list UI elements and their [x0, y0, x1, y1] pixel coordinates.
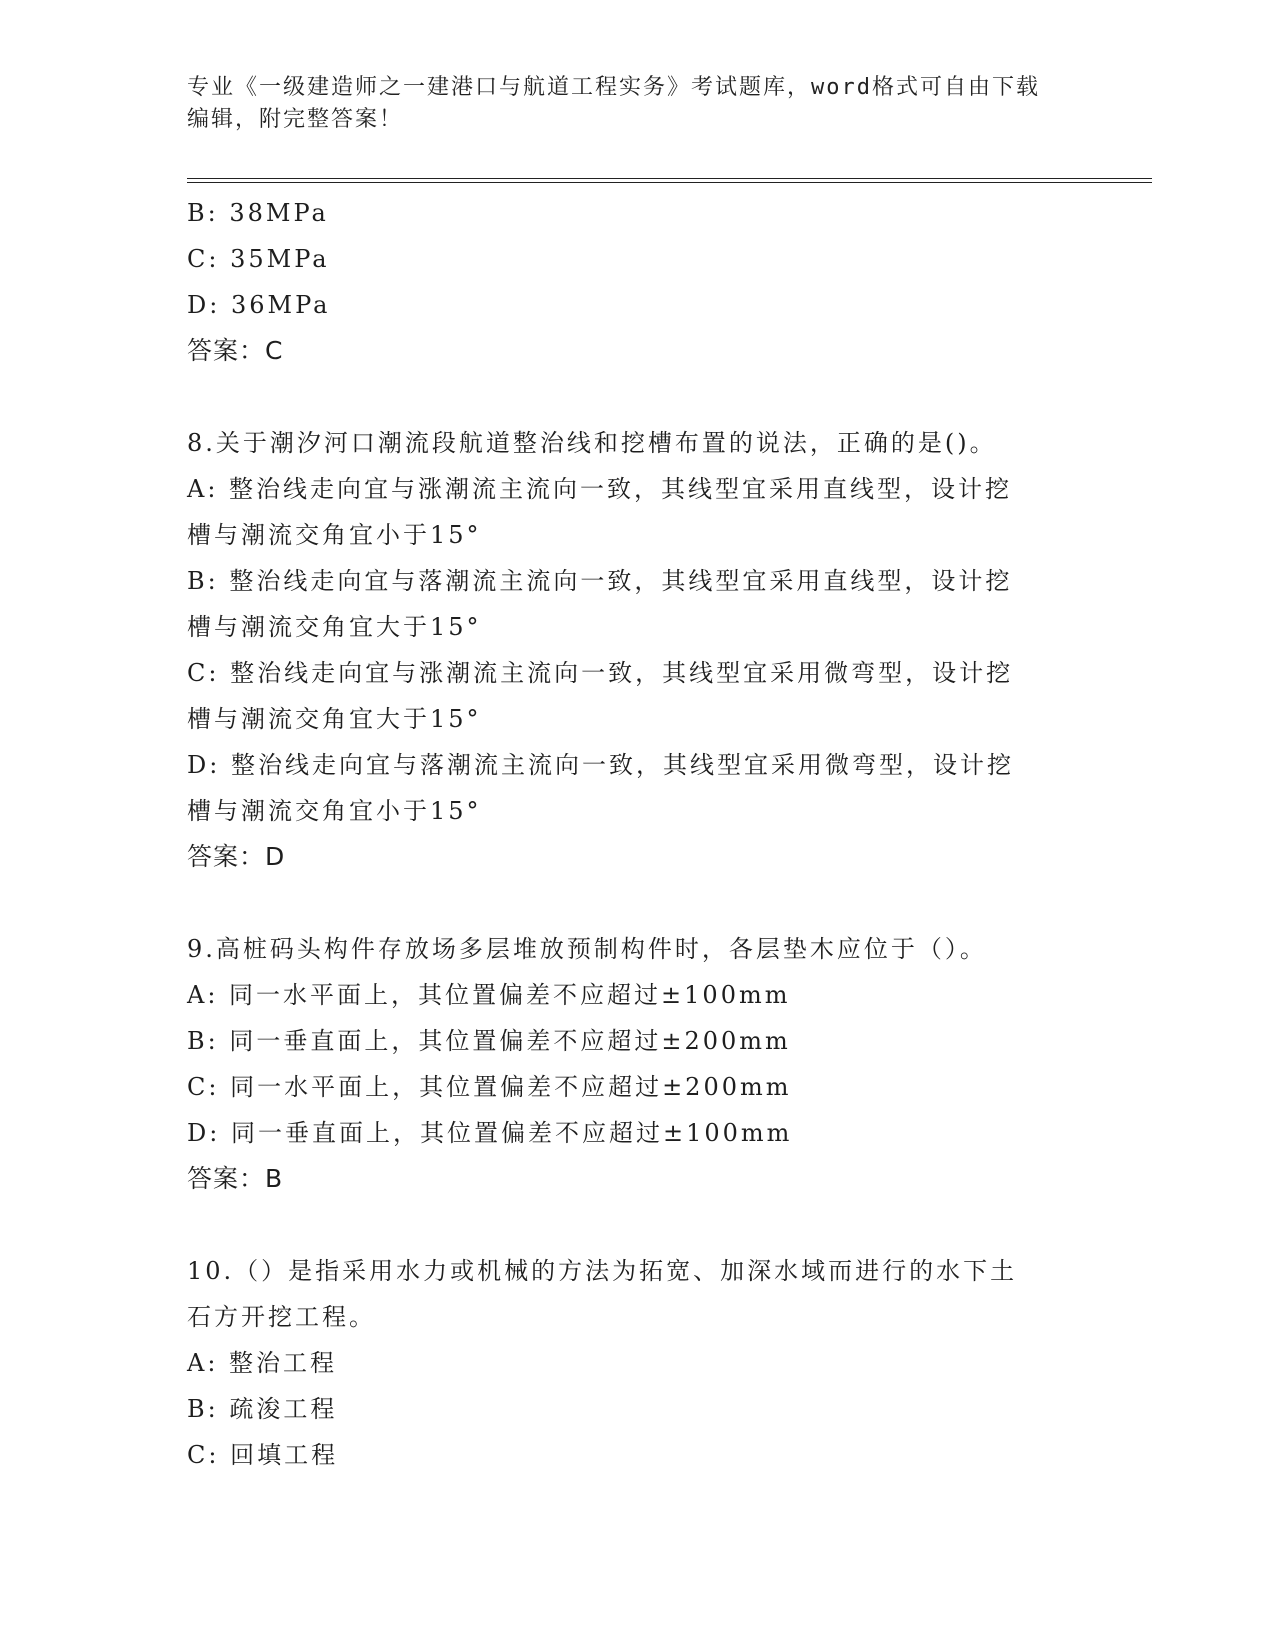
option-b: B: 疏浚工程 [187, 1395, 338, 1423]
previous-question-tail [187, 190, 1087, 374]
header-divider-top [187, 178, 1152, 179]
option-a: A: 整治工程 [187, 1349, 338, 1377]
header-line-2: 编辑，附完整答案！ [187, 107, 404, 132]
spacer [187, 1202, 1087, 1248]
answer-line: 答案：C [187, 336, 284, 365]
option-c: C: 回填工程 [187, 1441, 339, 1469]
question-stem: 8.关于潮汐河口潮流段航道整治线和挖槽布置的说法，正确的是()。 [187, 429, 997, 457]
question-9 [187, 926, 1087, 1202]
page-header [187, 72, 1087, 136]
question-content [187, 190, 1087, 1478]
option-d: D: 同一垂直面上，其位置偏差不应超过±100mm [187, 1119, 793, 1147]
option-d: D: 36MPa [187, 291, 331, 319]
question-stem-line-2: 石方开挖工程。 [187, 1303, 376, 1331]
spacer [187, 374, 1087, 420]
option-a-line-1: A: 整治线走向宜与涨潮流主流向一致，其线型宜采用直线型，设计挖 [187, 475, 1013, 503]
option-c-line-2: 槽与潮流交角宜大于15° [187, 705, 482, 733]
option-d-line-2: 槽与潮流交角宜小于15° [187, 797, 482, 825]
option-b-line-1: B: 整治线走向宜与落潮流主流向一致，其线型宜采用直线型，设计挖 [187, 567, 1013, 595]
spacer [187, 880, 1087, 926]
question-stem: 9.高桩码头构件存放场多层堆放预制构件时，各层垫木应位于（）。 [187, 935, 987, 963]
question-stem-line-1: 10.（）是指采用水力或机械的方法为拓宽、加深水域而进行的水下土 [187, 1257, 1018, 1285]
option-c-line-1: C: 整治线走向宜与涨潮流主流向一致，其线型宜采用微弯型，设计挖 [187, 659, 1014, 687]
question-8 [187, 420, 1087, 880]
option-c: C: 同一水平面上，其位置偏差不应超过±200mm [187, 1073, 792, 1101]
option-b-line-2: 槽与潮流交角宜大于15° [187, 613, 482, 641]
header-divider-bottom [187, 182, 1152, 183]
option-a-line-2: 槽与潮流交角宜小于15° [187, 521, 482, 549]
option-c: C: 35MPa [187, 245, 330, 273]
option-d-line-1: D: 整治线走向宜与落潮流主流向一致，其线型宜采用微弯型，设计挖 [187, 751, 1014, 779]
option-b: B: 38MPa [187, 199, 329, 227]
answer-line: 答案：B [187, 1164, 284, 1193]
option-b: B: 同一垂直面上，其位置偏差不应超过±200mm [187, 1027, 791, 1055]
option-a: A: 同一水平面上，其位置偏差不应超过±100mm [187, 981, 791, 1009]
question-10 [187, 1248, 1087, 1478]
answer-line: 答案：D [187, 842, 286, 871]
header-line-1: 专业《一级建造师之一建港口与航道工程实务》考试题库，word格式可自由下载 [187, 75, 1040, 100]
